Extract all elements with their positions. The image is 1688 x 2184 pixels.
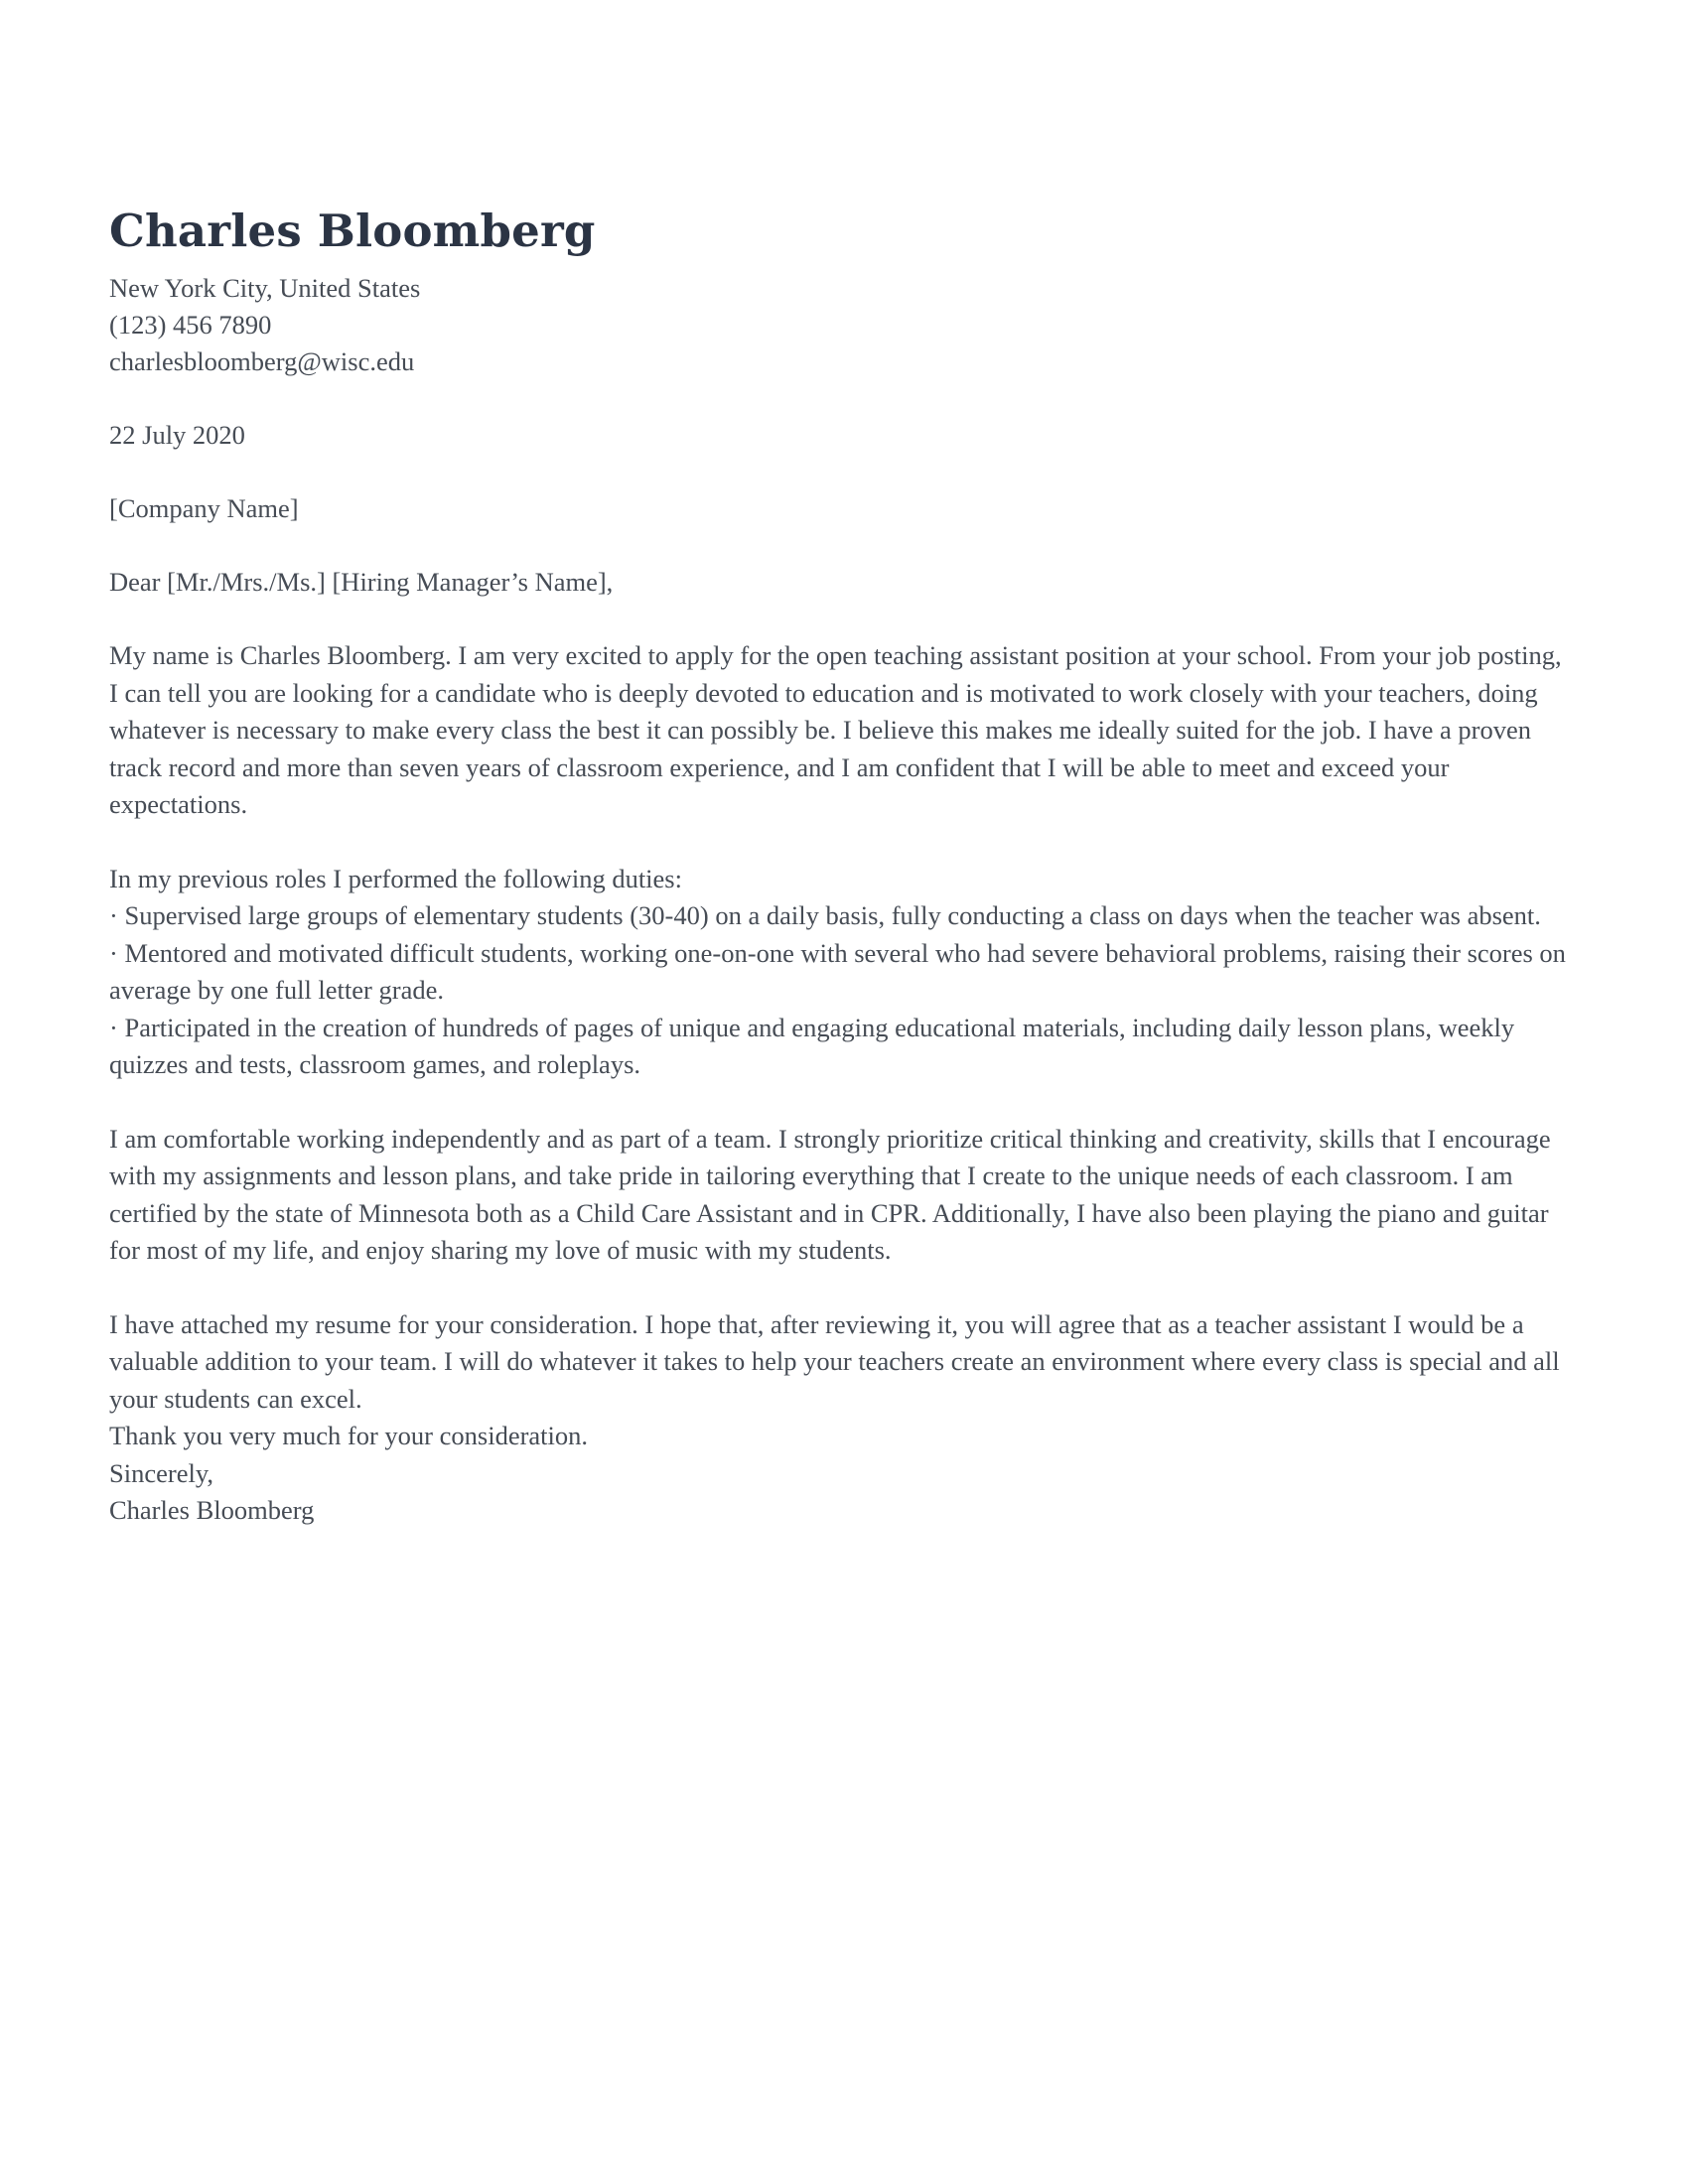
duty-item — [109, 935, 1567, 1010]
letter-content — [109, 206, 1567, 1530]
bullet-icon: · — [109, 900, 118, 931]
skills-paragraph: I am comfortable working independently and as part of a team. I strongly prioritize critical thinking and creativity, skills that I encourage with my assignments and lesson plans, and take pride in tailoring everything that I create to the unique needs of each classroom. I am certified by the state of Minnesota both as a Child Care Assistant and in CPR. Additionally, I have also been playing the piano and guitar for most of my life, and enjoy sharing my love of music with my students. — [109, 1123, 1551, 1266]
sign-off-line: Sincerely, — [109, 1457, 213, 1488]
duty-item-text: Participated in the creation of hundreds of pages of unique and engaging educational materials, including daily lesson plans, weekly quizzes and tests, classroom games, and roleplays. — [109, 1012, 1515, 1080]
spacer-after-salutation — [109, 601, 1567, 637]
contact-phone[interactable]: (123) 456 7890 — [109, 310, 272, 341]
applicant-name-heading: Charles Bloomberg — [109, 205, 596, 257]
spacer-after-intro — [109, 824, 1567, 861]
bullet-icon: · — [109, 1012, 118, 1042]
spacer-after-company — [109, 527, 1567, 564]
spacer-after-skills — [109, 1270, 1567, 1306]
duty-item-text: Supervised large groups of elementary students (30-40) on a daily basis, fully conducting a class on days when the teacher was absent. — [124, 900, 1541, 931]
closing-paragraph: I have attached my resume for your consideration. I hope that, after reviewing it, you will agree that as a teacher assistant I would be a valuable addition to your team. I will do whatever it takes to help your teachers create an environment where every class is special and all your students can excel. — [109, 1308, 1560, 1414]
thanks-line: Thank you very much for your consideration. — [109, 1421, 589, 1451]
duty-item — [109, 1010, 1567, 1084]
spacer-after-duties — [109, 1084, 1567, 1121]
company-name-placeholder: [Company Name] — [109, 493, 299, 524]
spacer-after-date — [109, 454, 1567, 490]
spacer-after-contact — [109, 380, 1567, 417]
duties-intro-line: In my previous roles I performed the following duties: — [109, 863, 682, 893]
contact-email[interactable]: charlesbloomberg@wisc.edu — [109, 346, 415, 377]
bullet-icon: · — [109, 937, 118, 968]
salutation-line: Dear [Mr./Mrs./Ms.] [Hiring Manager’s Name], — [109, 567, 614, 598]
contact-location: New York City, United States — [109, 273, 421, 304]
letter-date: 22 July 2020 — [109, 420, 245, 451]
duty-item — [109, 897, 1567, 935]
duty-item-text: Mentored and motivated difficult students, working one-on-one with several who had severe behavioral problems, raising their scores on average by one full letter grade. — [109, 937, 1566, 1006]
contact-block — [109, 270, 1567, 380]
intro-paragraph: My name is Charles Bloomberg. I am very excited to apply for the open teaching assistant position at your school. From your job posting, I can tell you are looking for a candidate who is deeply devoted to education and is motivated to work closely with your teachers, doing whatever is necessary to make every class the best it can possibly be. I believe this makes me ideally suited for the job. I have a proven track record and more than seven years of classroom experience, and I am confident that I will be able to meet and exceed your expectations. — [109, 640, 1562, 820]
signature-name: Charles Bloomberg — [109, 1495, 315, 1526]
